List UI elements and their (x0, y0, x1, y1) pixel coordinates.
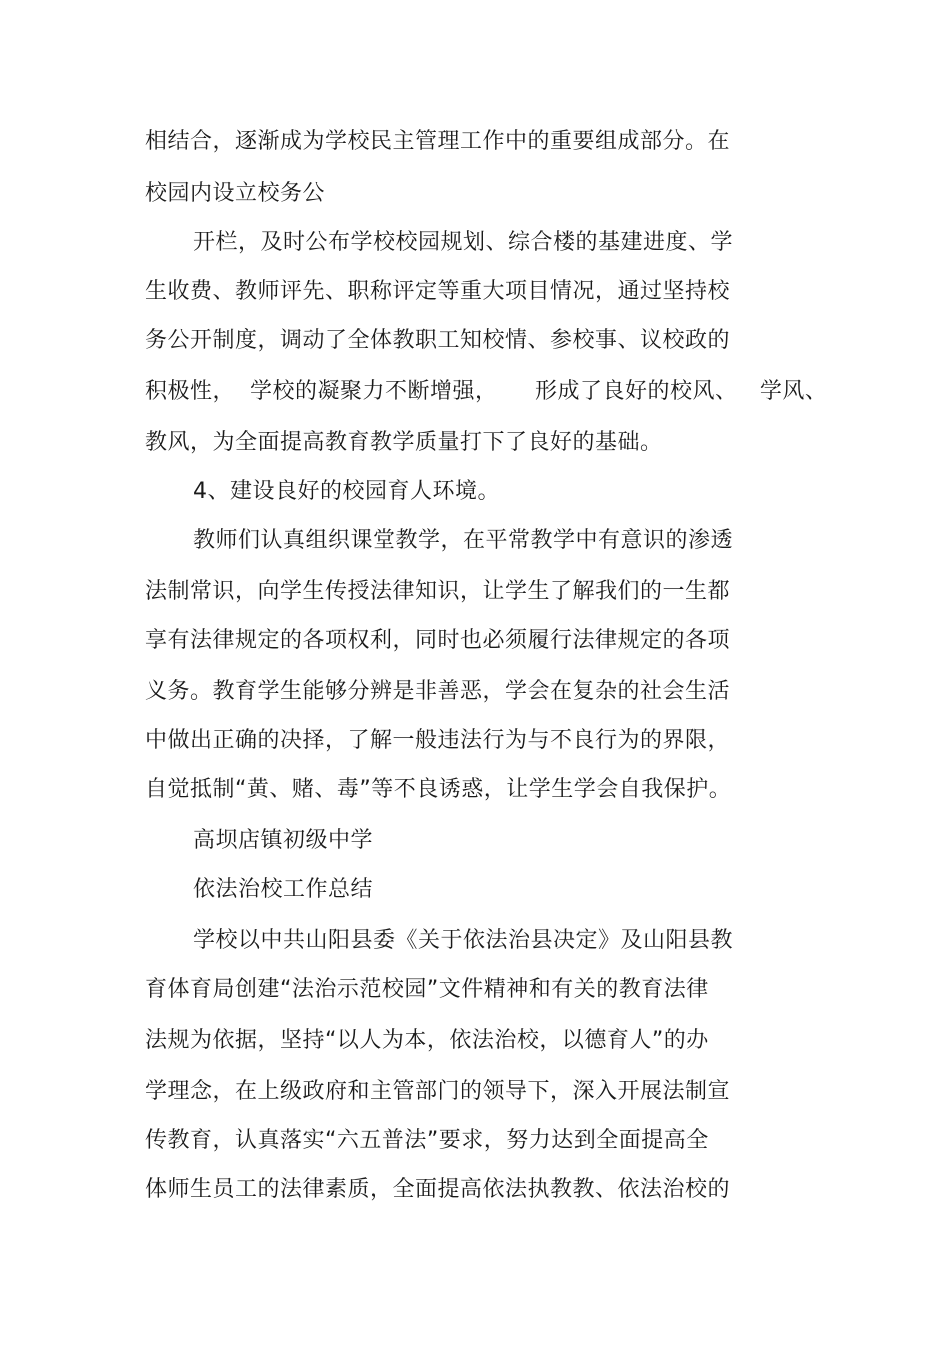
text-line: 义务。教育学生能够分辨是非善恶，学会在复杂的社会生活 (145, 679, 731, 704)
text-line: 相结合，逐渐成为学校民主管理工作中的重要组成部分。在 (145, 129, 731, 154)
text-line: 校园内设立校务公 (145, 181, 326, 206)
text-line: 中做出正确的决择，了解一般违法行为与不良行为的界限， (145, 728, 731, 753)
text-line: 法规为依据，坚持“以人为本，依法治校，以德育人”的办 (145, 1028, 709, 1053)
text-line: 生收费、教师评先、职称评定等重大项目情况，通过坚持校 (145, 279, 731, 304)
text-line: 育体育局创建“法治示范校园”文件精神和有关的教育法律 (145, 977, 709, 1002)
text-line: 学校以中共山阳县委《关于依法治县决定》及山阳县教 (193, 928, 734, 953)
text-line: 积极性， 学校的凝聚力不断增强， 形成了良好的校风、 学风、 (145, 379, 828, 404)
report-title: 依法治校工作总结 (193, 877, 374, 902)
text-line: 务公开制度，调动了全体教职工知校情、参校事、议校政的 (145, 328, 731, 353)
section-heading: 4、建设良好的校园育人环境。 (193, 479, 500, 504)
school-name: 高坝店镇初级中学 (193, 828, 374, 853)
text-line: 教师们认真组织课堂教学，在平常教学中有意识的渗透 (193, 528, 734, 553)
text-line: 传教育，认真落实“六五普法”要求，努力达到全面提高全 (145, 1128, 709, 1153)
text-line: 享有法律规定的各项权利，同时也必须履行法律规定的各项 (145, 628, 731, 653)
text-line: 法制常识，向学生传授法律知识，让学生了解我们的一生都 (145, 579, 731, 604)
text-line: 自觉抵制“黄、赌、毒”等不良诱惑，让学生学会自我保护。 (145, 777, 732, 802)
text-line: 教风，为全面提高教育教学质量打下了良好的基础。 (145, 430, 663, 455)
text-line: 学理念，在上级政府和主管部门的领导下，深入开展法制宣 (145, 1079, 731, 1104)
text-line: 开栏，及时公布学校校园规划、综合楼的基建进度、学 (193, 230, 734, 255)
text-line: 体师生员工的法律素质，全面提高依法执教教、依法治校的 (145, 1177, 731, 1202)
